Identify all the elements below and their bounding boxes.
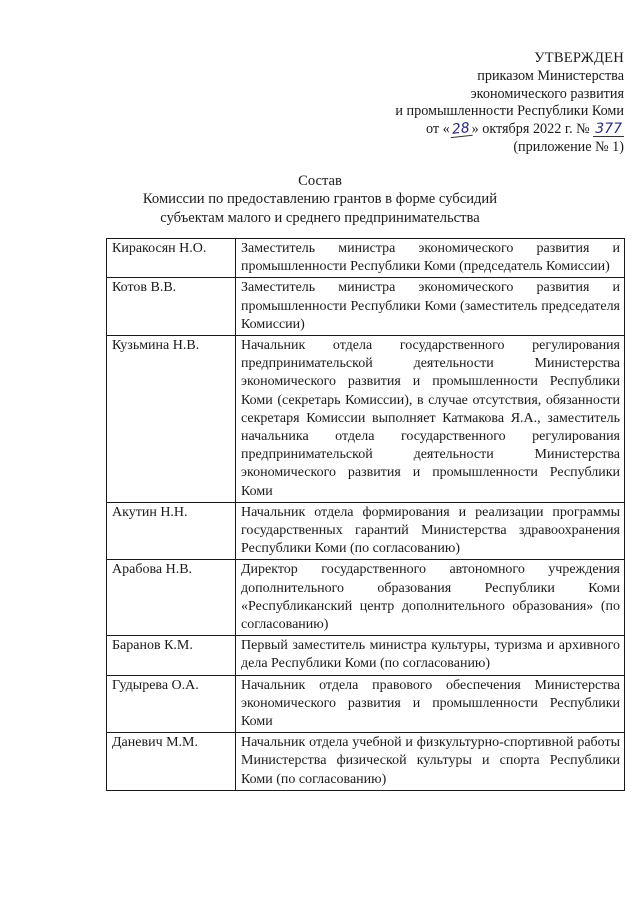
table-row [107,733,625,791]
approval-appendix: (приложение № 1) [513,138,624,155]
table-row [107,675,625,733]
caption-line-2: Комиссии по предоставлению грантов в форме субсидий [142,191,498,208]
table-row [107,239,625,278]
date-prefix: от « [426,121,450,138]
member-role: Заместитель министра экономического развития и промышленности Республики Коми (председатель Комиссии) [236,239,625,278]
approval-date-line [395,121,624,139]
caption-title: Состав [298,173,342,189]
approval-title: УТВЕРЖДЕН [534,50,624,66]
caption-line-3: субъектам малого и среднего предпринимательства [160,209,480,226]
member-role: Директор государственного автономного учреждения дополнительного образования Республики Коми «Республиканский центр дополнительного образования» (по согласованию) [236,560,625,636]
member-role: Начальник отдела правового обеспечения Министерства экономического развития и промышленности Республики Коми [236,675,625,733]
member-role: Начальник отдела учебной и физкультурно-спортивной работы Министерства физической культуры и спорта Республики Коми (по согласованию) [236,733,625,791]
date-suffix: » октября 2022 г. № [471,121,590,138]
document-caption [0,172,640,227]
member-name: Акутин Н.Н. [107,502,236,560]
table-row [107,560,625,636]
table-row [107,502,625,560]
member-name: Котов В.В. [107,278,236,336]
member-role: Первый заместитель министра культуры, туризма и архивного дела Республики Коми (по согласованию) [236,636,625,675]
handwritten-date-day: 28 [450,120,471,139]
table-row [107,336,625,503]
member-role: Начальник отдела формирования и реализации программы государственных гарантий Министерства здравоохранения Республики Коми (по согласованию) [236,502,625,560]
member-name: Кузьмина Н.В. [107,336,236,503]
approval-stamp [395,50,624,157]
member-role: Начальник отдела государственного регулирования предпринимательской деятельности Министерства экономического развития и промышленности Республики Коми (секретарь Комиссии), в случае отсутствия, обязанности секретаря Комиссии выполняет Катмакова Я.А., заместитель начальника отдела государственного регулирования предпринимательской деятельности Министерства экономического развития и промышленности Республики Коми [236,336,625,503]
member-name: Киракосян Н.О. [107,239,236,278]
table-row [107,278,625,336]
member-name: Даневич М.М. [107,733,236,791]
approval-line-2: экономического развития [470,85,624,102]
handwritten-order-number: 377 [595,121,622,138]
member-name: Баранов К.М. [107,636,236,675]
member-role: Заместитель министра экономического развития и промышленности Республики Коми (заместитель председателя Комиссии) [236,278,625,336]
commission-members-table [106,238,625,791]
member-name: Гудырева О.А. [107,675,236,733]
table-row [107,636,625,675]
member-name: Арабова Н.В. [107,560,236,636]
approval-line-1: приказом Министерства [477,67,624,84]
approval-line-3: и промышленности Республики Коми [395,103,624,120]
